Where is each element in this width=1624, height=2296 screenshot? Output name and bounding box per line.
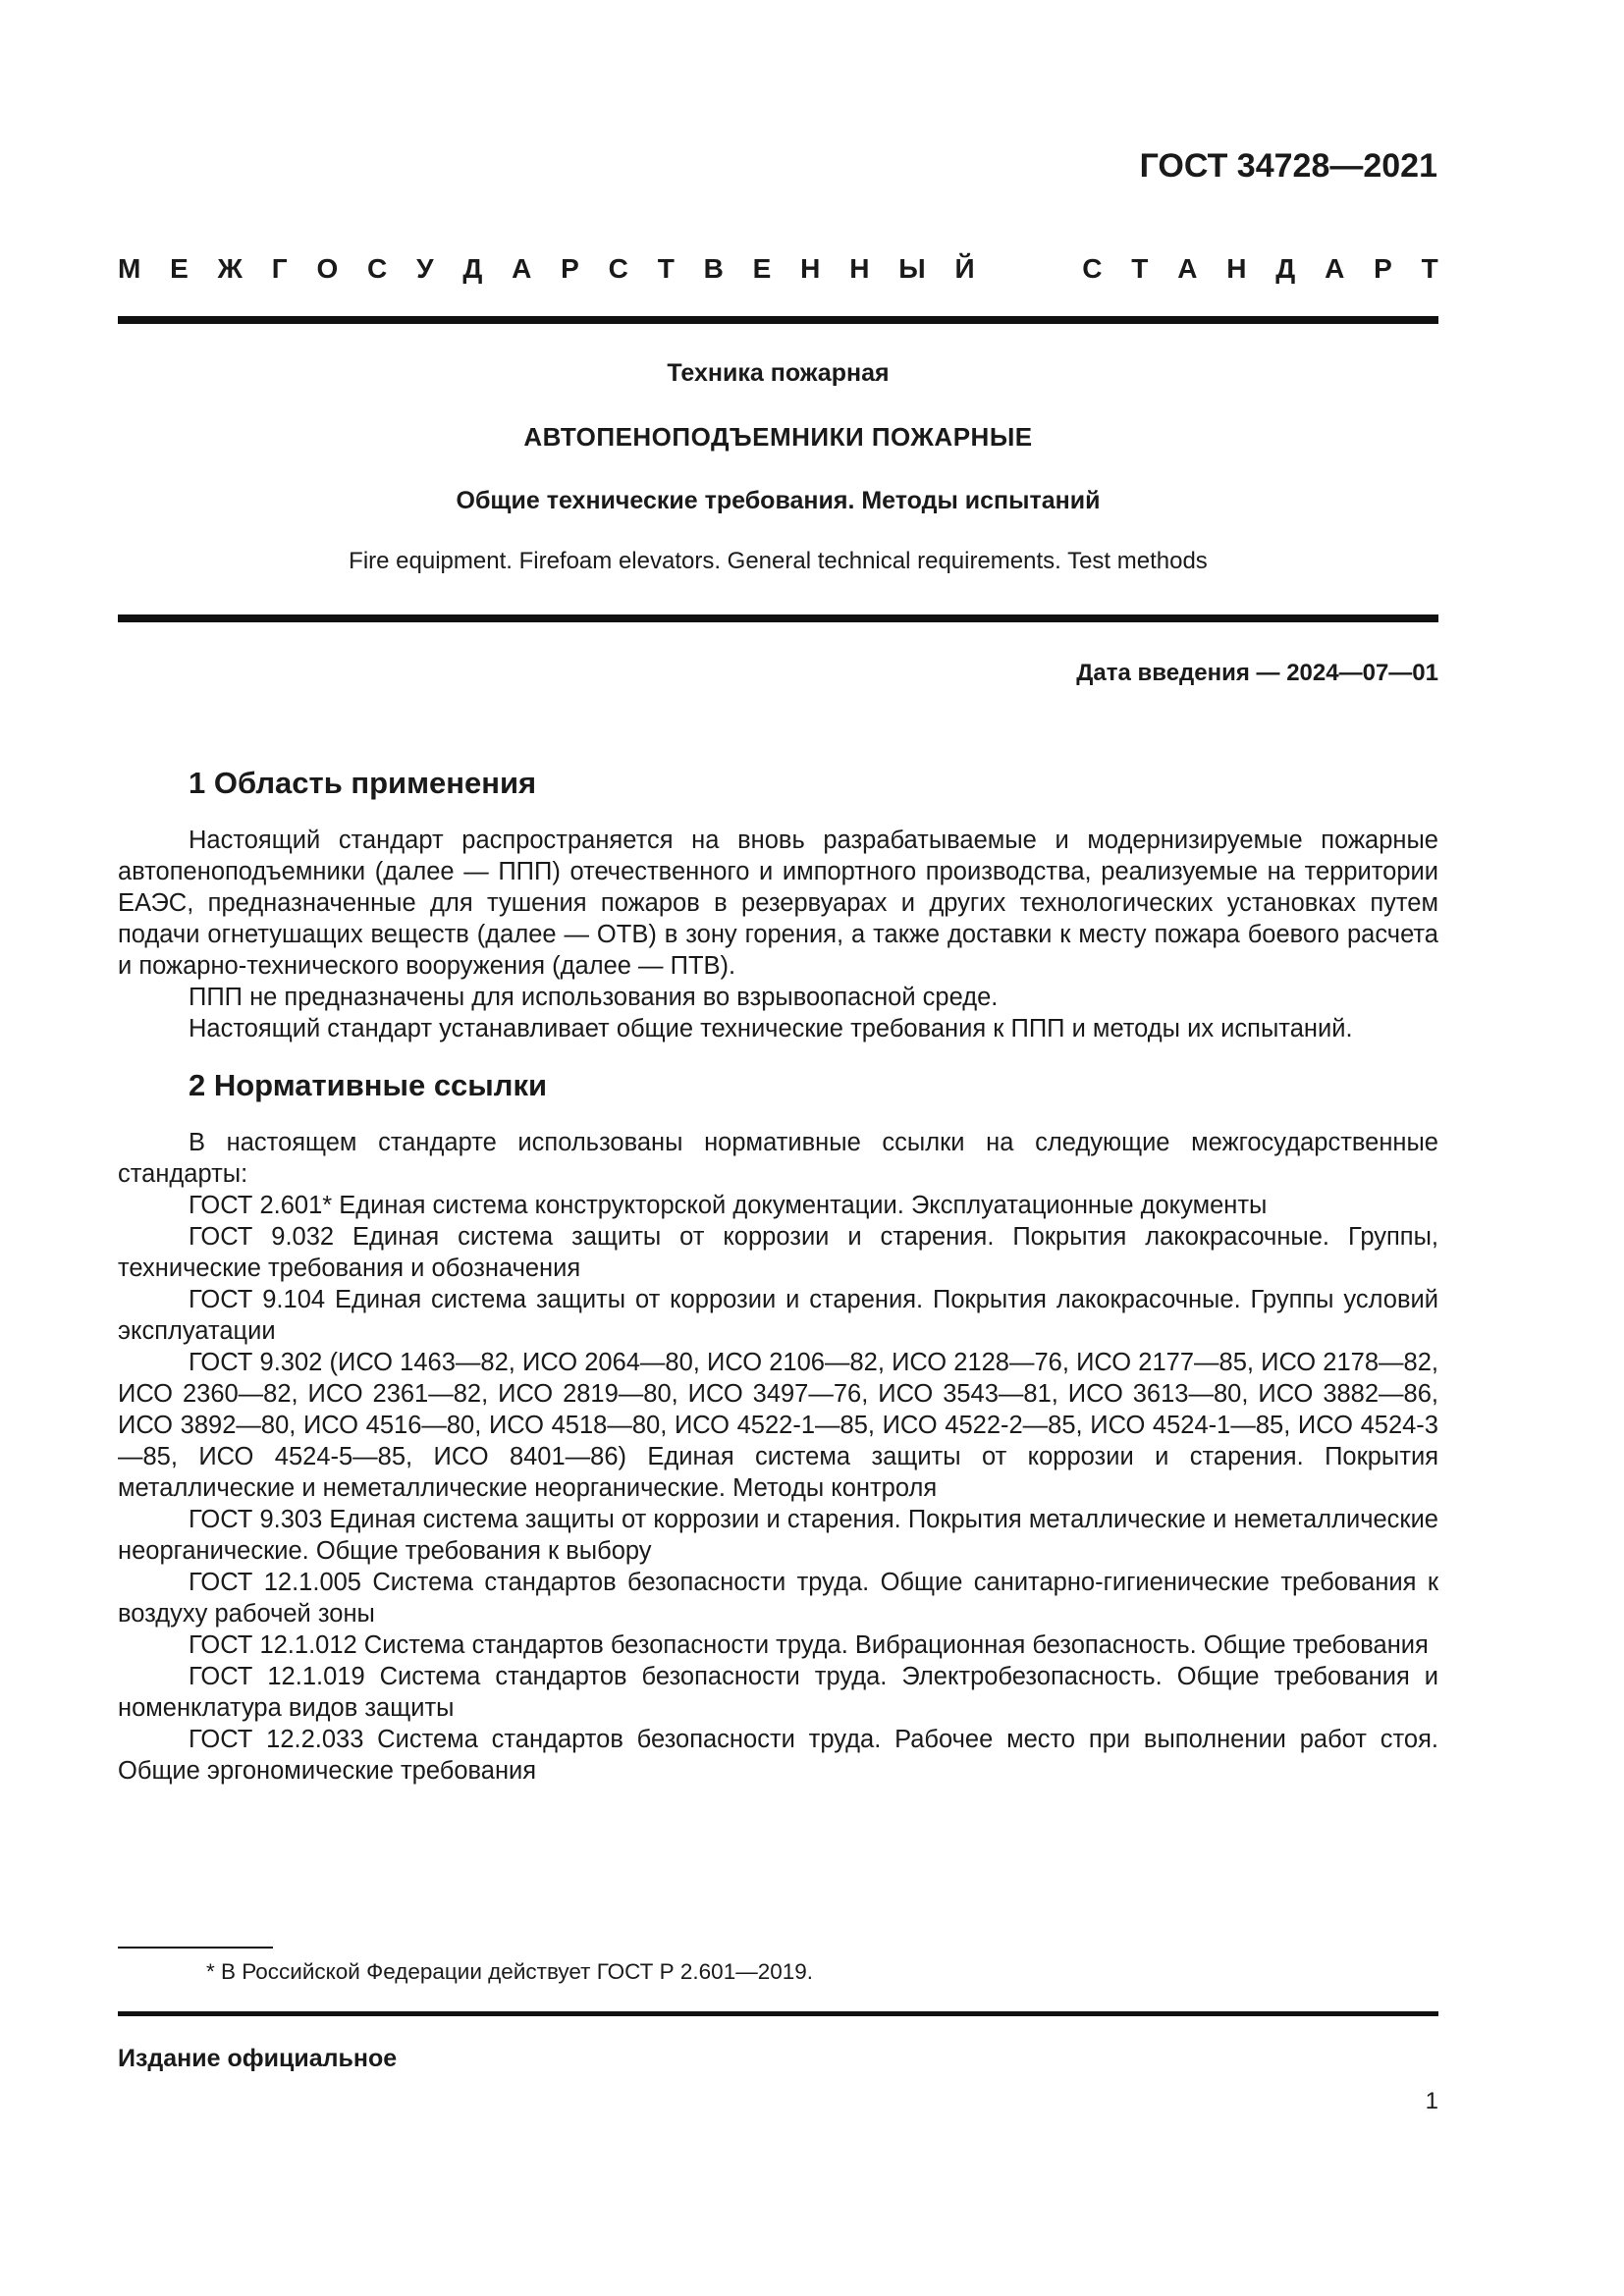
reference-item: ГОСТ 9.302 (ИСО 1463—82, ИСО 2064—80, ИСО 2106—82, ИСО 2128—76, ИСО 2177—85, ИСО 2178—82, ИСО 2360—82, ИСО 2361—82, ИСО 2819—80, ИСО 3497—76, ИСО 3543—81, ИСО 3613—80, ИСО 3882—86, ИСО 3892—80, ИСО 4516—80, ИСО 4518—80, ИСО 4522-1—85, ИСО 4522-2—85, ИСО 4524-1—85, ИСО 4524-3—85, ИСО 4524-5—85, ИСО 8401—86) Единая система защиты от коррозии и старения. Покрытия металлические и неметаллические неорганические. Методы контроля [118,1349,1438,1502]
bottom-divider [118,2011,1438,2016]
banner-letter: Р [1374,253,1392,284]
banner-letter: У [416,253,434,284]
footnote: * В Российской Федерации действует ГОСТ Р 2.601—2019. [206,1959,814,1984]
paragraph: Настоящий стандарт устанавливает общие технические требования к ППП и методы их испытаний. [189,1015,1353,1042]
top-divider [118,316,1438,324]
banner-letter: А [512,253,532,284]
reference-item: ГОСТ 9.104 Единая система защиты от коррозии и старения. Покрытия лакокрасочные. Группы условий эксплуатации [118,1286,1438,1345]
title-category: Техника пожарная [667,359,890,387]
reference-item: ГОСТ 9.303 Единая система защиты от коррозии и старения. Покрытия металлические и неметаллические неорганические. Общие требования к выбору [118,1506,1438,1565]
banner-letter: Т [657,253,675,284]
banner-letter: Г [271,253,288,284]
title-main: АВТОПЕНОПОДЪЕМНИКИ ПОЖАРНЫЕ [523,422,1033,452]
banner-letter: Ж [217,253,243,284]
interstate-standard-banner [118,253,1438,285]
reference-item: ГОСТ 2.601* Единая система конструкторской документации. Эксплуатационные документы [189,1192,1268,1219]
title-english: Fire equipment. Firefoam elevators. General technical requirements. Test methods [349,548,1208,574]
reference-item: ГОСТ 9.032 Единая система защиты от коррозии и старения. Покрытия лакокрасочные. Группы, технические требования и обозначения [118,1223,1438,1282]
document-body [118,764,1438,1787]
reference-item: ГОСТ 12.1.019 Система стандартов безопасности труда. Электробезопасность. Общие требования и номенклатура видов защиты [118,1663,1438,1722]
reference-item: ГОСТ 12.2.033 Система стандартов безопасности труда. Рабочее место при выполнении работ стоя. Общие эргономические требования [118,1726,1438,1785]
reference-item: ГОСТ 12.1.005 Система стандартов безопасности труда. Общие санитарно-гигиенические требования к воздуху рабочей зоны [118,1569,1438,1628]
standard-number: ГОСТ 34728—2021 [1139,147,1437,185]
banner-letter: С [367,253,388,284]
banner-letter: М [118,253,141,284]
banner-letter: Й [954,253,975,284]
banner-letter: Т [1421,253,1438,284]
banner-gap [1003,253,1053,285]
introduction-date: Дата введения — 2024—07—01 [1076,660,1438,686]
banner-letter: Т [1131,253,1149,284]
banner-letter: О [316,253,339,284]
edition-label: Издание официальное [118,2045,398,2072]
banner-letter: Е [752,253,772,284]
banner-letter: А [1177,253,1198,284]
banner-letter: В [703,253,724,284]
paragraph: Настоящий стандарт распространяется на вновь разрабатываемые и модернизируемые пожарные автопеноподъемники (далее — ППП) отечественного и импортного производства, реализуемые на территории ЕАЭС, предназначенные для тушения пожаров в резервуарах и других технологических установках путем подачи огнетушащих веществ (далее — ОТВ) в зону горения, а также доставки к месту пожара боевого расчета и пожарно-технического вооружения (далее — ПТВ). [118,827,1438,980]
banner-letter: Д [1275,253,1296,284]
banner-letter: Д [462,253,483,284]
title-subtitle: Общие технические требования. Методы испытаний [456,487,1101,514]
paragraph: В настоящем стандарте использованы нормативные ссылки на следующие межгосударственные стандарты: [118,1129,1438,1188]
banner-letter: Е [170,253,189,284]
banner-letter: С [1082,253,1103,284]
banner-letter: Р [561,253,579,284]
page-number: 1 [1425,2088,1438,2114]
paragraph: ППП не предназначены для использования во взрывоопасной среде. [189,984,999,1011]
banner-letter: Н [1226,253,1247,284]
title-divider [118,614,1438,622]
footnote-divider [118,1947,273,1949]
banner-letter: А [1325,253,1345,284]
banner-letter: Н [849,253,870,284]
section-heading: 1 Область применения [189,766,537,800]
banner-letter: С [608,253,628,284]
banner-letter: Н [800,253,821,284]
section-heading: 2 Нормативные ссылки [189,1068,548,1102]
reference-item: ГОСТ 12.1.012 Система стандартов безопасности труда. Вибрационная безопасность. Общие требования [189,1631,1429,1659]
banner-letter: Ы [898,253,926,284]
